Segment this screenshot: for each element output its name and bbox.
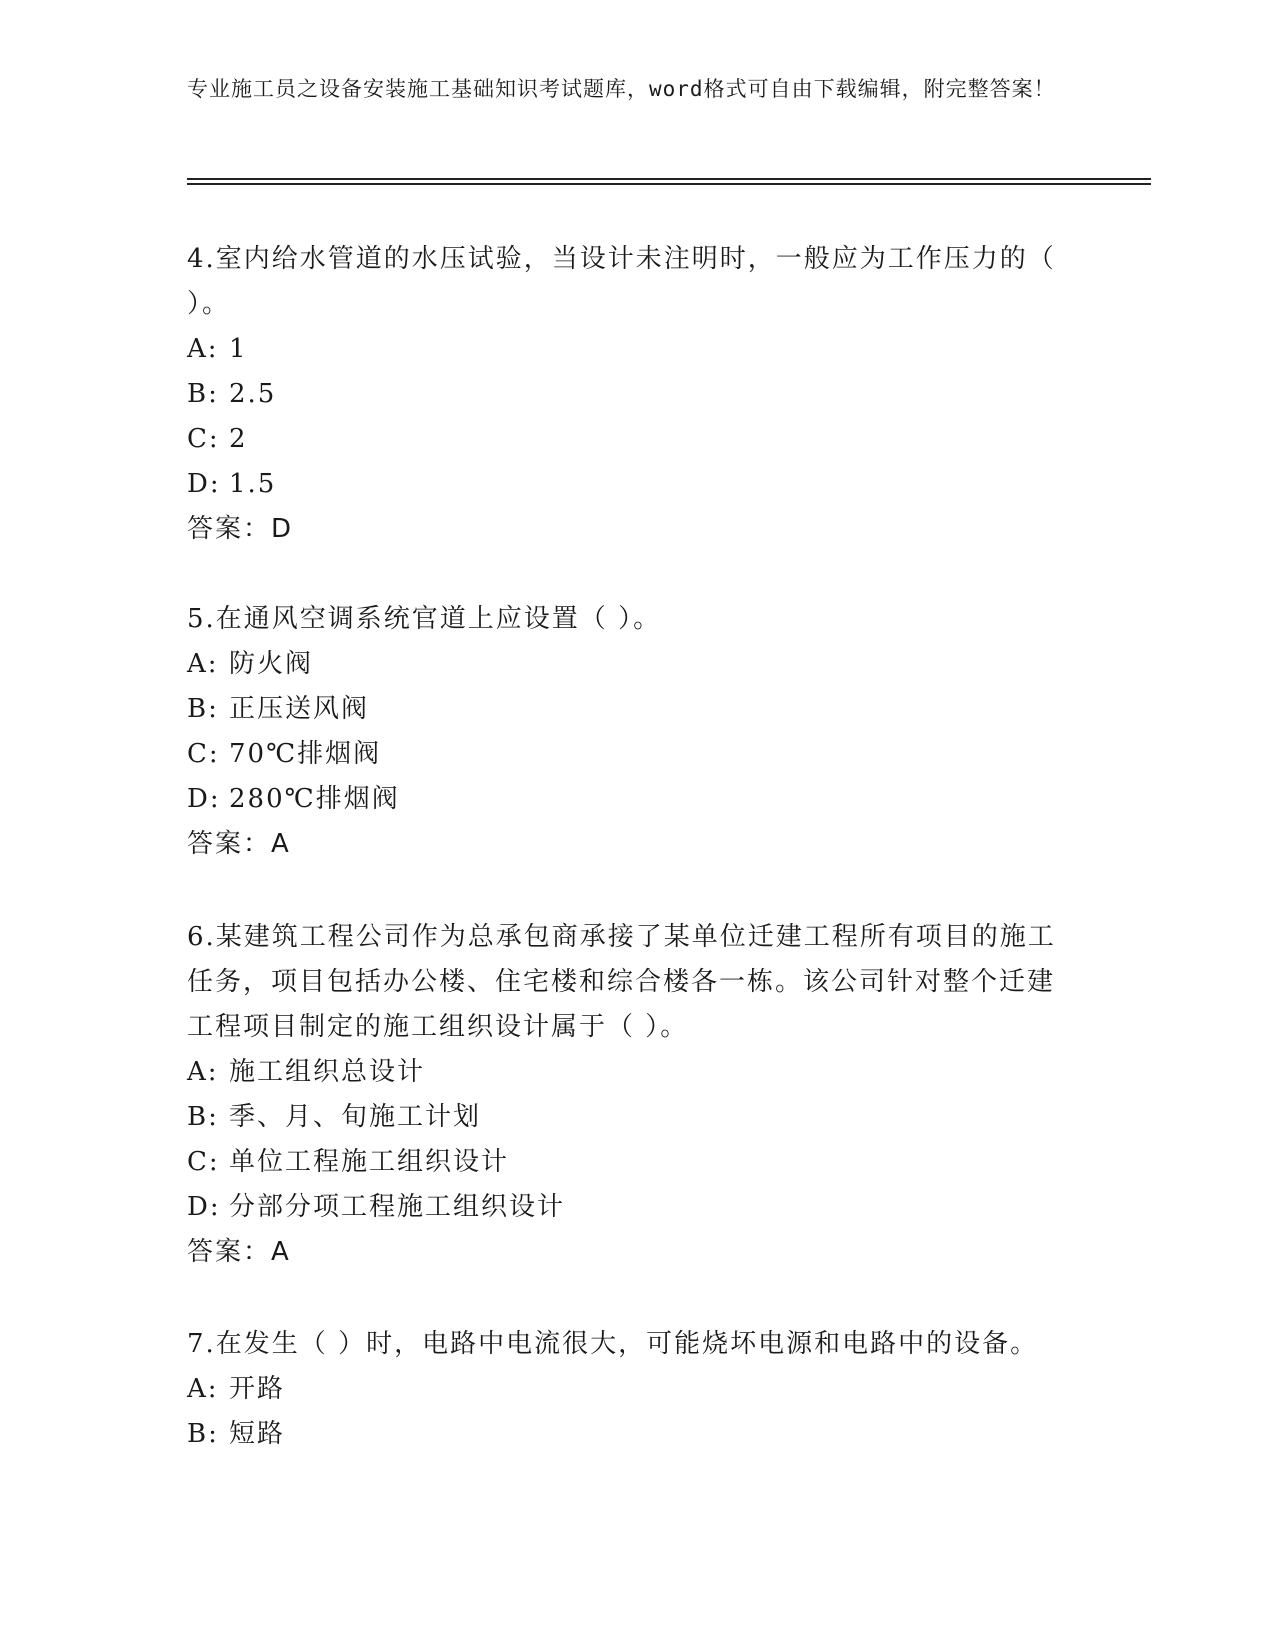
option-label: C:: [187, 1147, 220, 1177]
option-text: 季、月、旬施工计划: [229, 1102, 482, 1132]
option-a: [187, 327, 1067, 372]
question-5: [187, 597, 1067, 867]
question-stem: 6.某建筑工程公司作为总承包商承接了某单位迁建工程所有项目的施工任务，项目包括办公楼、住宅楼和综合楼各一栋。该公司针对整个迁建工程项目制定的施工组织设计属于（ ）。: [187, 922, 1056, 1042]
option-a: [187, 1367, 1067, 1412]
header-divider-top: [187, 178, 1151, 180]
option-text: 分部分项工程施工组织设计: [229, 1192, 566, 1222]
option-d: [187, 1185, 1067, 1230]
option-b: [187, 1412, 1067, 1457]
option-label: C:: [187, 424, 220, 454]
option-label: A:: [187, 1057, 219, 1087]
option-label: C:: [187, 739, 220, 769]
option-text: 70℃排烟阀: [229, 739, 382, 769]
answer-line: 答案：D: [187, 514, 294, 544]
option-label: D:: [187, 469, 221, 499]
option-b: [187, 687, 1067, 732]
option-d: [187, 777, 1067, 822]
option-label: B:: [187, 694, 219, 724]
option-text: 短路: [229, 1419, 286, 1449]
option-c: [187, 1140, 1067, 1185]
option-label: A:: [187, 1374, 219, 1404]
question-stem: 4.室内给水管道的水压试验，当设计未注明时，一般应为工作压力的（ ）。: [187, 244, 1056, 319]
option-label: A:: [187, 649, 219, 679]
question-stem: 7.在发生（ ）时，电路中电流很大，可能烧坏电源和电路中的设备。: [187, 1329, 1039, 1359]
option-text: 280℃排烟阀: [229, 784, 400, 814]
question-7: [187, 1322, 1067, 1457]
header-divider-bottom: [187, 183, 1151, 185]
question-4: [187, 237, 1067, 552]
option-label: B:: [187, 1419, 219, 1449]
option-a: [187, 642, 1067, 687]
option-b: [187, 372, 1067, 417]
option-c: [187, 732, 1067, 777]
document-header: 专业施工员之设备安装施工基础知识考试题库，word格式可自由下载编辑，附完整答案！: [187, 77, 1056, 101]
option-text: 开路: [229, 1374, 286, 1404]
option-d: [187, 462, 1067, 507]
option-text: 2: [229, 424, 248, 454]
answer-line: 答案：A: [187, 1237, 291, 1267]
option-b: [187, 1095, 1067, 1140]
question-6: [187, 915, 1067, 1275]
option-label: A:: [187, 334, 219, 364]
option-text: 1.5: [229, 469, 277, 499]
option-text: 正压送风阀: [229, 694, 370, 724]
question-stem: 5.在通风空调系统官道上应设置（ ）。: [187, 604, 662, 634]
option-label: B:: [187, 1102, 219, 1132]
option-label: D:: [187, 1192, 221, 1222]
option-text: 单位工程施工组织设计: [229, 1147, 510, 1177]
option-text: 施工组织总设计: [229, 1057, 426, 1087]
option-label: D:: [187, 784, 221, 814]
answer-line: 答案：A: [187, 829, 291, 859]
option-c: [187, 417, 1067, 462]
option-text: 2.5: [229, 379, 277, 409]
option-a: [187, 1050, 1067, 1095]
option-text: 防火阀: [229, 649, 314, 679]
option-label: B:: [187, 379, 219, 409]
option-text: 1: [229, 334, 248, 364]
